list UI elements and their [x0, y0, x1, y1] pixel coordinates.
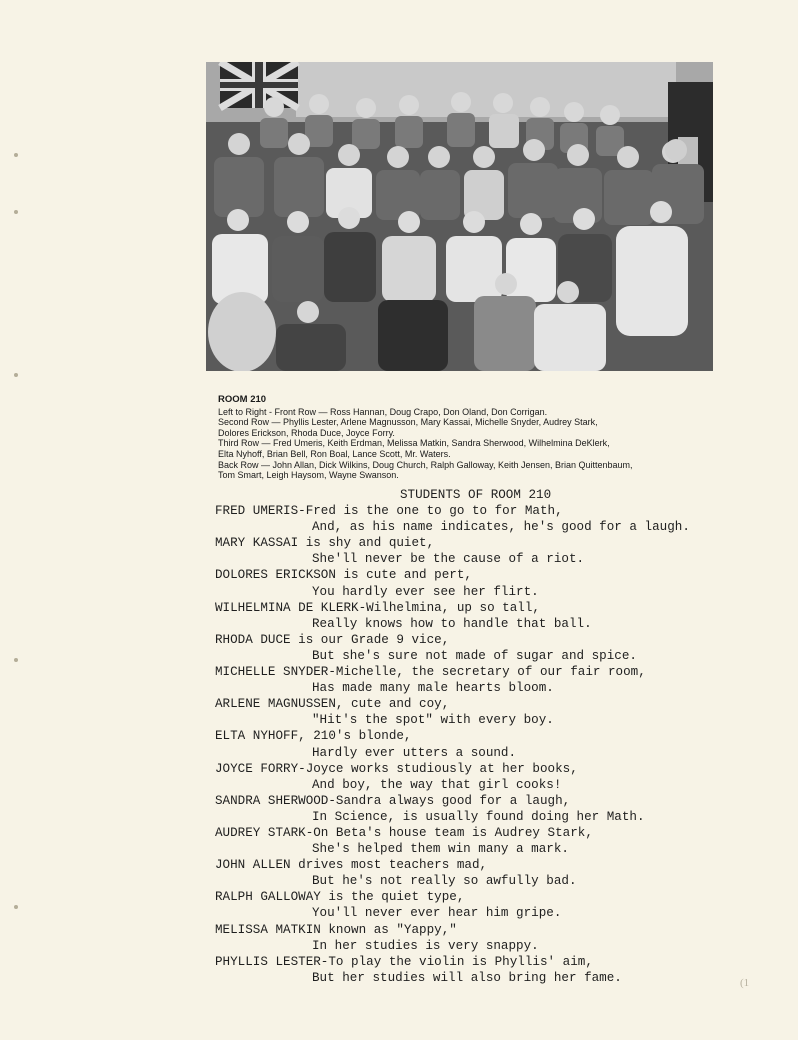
poem-line: And boy, the way that girl cooks! [312, 777, 562, 792]
poem-line: JOYCE FORRY-Joyce works studiously at her books, [215, 761, 578, 776]
class-photo-illustration [206, 62, 713, 371]
class-photo [206, 62, 713, 371]
poem-line: RHODA DUCE is our Grade 9 vice, [215, 632, 450, 647]
caption-line: Second Row — Phyllis Lester, Arlene Magnusson, Mary Kassai, Michelle Snyder, Audrey Stark, [218, 417, 598, 428]
poem-line: DOLORES ERICKSON is cute and pert, [215, 568, 472, 583]
poem-line: Really knows how to handle that ball. [312, 616, 592, 631]
poem-line: WILHELMINA DE KLERK-Wilhelmina, up so tall, [215, 600, 540, 615]
poem-line: You hardly ever see her flirt. [312, 584, 539, 599]
binder-hole [14, 905, 18, 909]
poem-line: MELISSA MATKIN known as "Yappy," [215, 922, 457, 937]
photo-caption [218, 395, 718, 481]
caption-title: ROOM 210 [218, 394, 267, 405]
binder-hole [14, 373, 18, 377]
poem-line: Hardly ever utters a sound. [312, 745, 517, 760]
poem [215, 487, 735, 986]
poem-line: In her studies is very snappy. [312, 938, 539, 953]
poem-line: In Science, is usually found doing her Math. [312, 809, 645, 824]
poem-line: She's helped them win many a mark. [312, 842, 569, 857]
caption-line: Left to Right - Front Row — Ross Hannan, Doug Crapo, Don Oland, Don Corrigan. [218, 406, 548, 417]
caption-line: Back Row — John Allan, Dick Wilkins, Doug Church, Ralph Galloway, Keith Jensen, Brian Quittenbaum, [218, 459, 633, 470]
caption-line: Tom Smart, Leigh Haysom, Wayne Swanson. [218, 470, 399, 481]
poem-line: RALPH GALLOWAY is the quiet type, [215, 890, 465, 905]
poem-line: Has made many male hearts bloom. [312, 681, 554, 696]
poem-heading: STUDENTS OF ROOM 210 [400, 488, 552, 502]
caption-line: Dolores Erickson, Rhoda Duce, Joyce Forry. [218, 427, 395, 438]
poem-line: ARLENE MAGNUSSEN, cute and coy, [215, 697, 450, 712]
poem-line: AUDREY STARK-On Beta's house team is Audrey Stark, [215, 825, 593, 840]
corner-mark: (1 [740, 977, 750, 989]
poem-line: But he's not really so awfully bad. [312, 874, 577, 889]
caption-line: Elta Nyhoff, Brian Bell, Ron Boal, Lance Scott, Mr. Waters. [218, 448, 451, 459]
poem-line: JOHN ALLEN drives most teachers mad, [215, 858, 488, 873]
poem-line: But she's sure not made of sugar and spice. [312, 648, 637, 663]
poem-line: FRED UMERIS-Fred is the one to go to for Math, [215, 504, 563, 519]
poem-line: "Hit's the spot" with every boy. [312, 713, 554, 728]
poem-line: MICHELLE SNYDER-Michelle, the secretary of our fair room, [215, 665, 646, 680]
poem-line: SANDRA SHERWOOD-Sandra always good for a laugh, [215, 793, 571, 808]
poem-line: And, as his name indicates, he's good for a laugh. [312, 520, 690, 535]
caption-line: Third Row — Fred Umeris, Keith Erdman, Melissa Matkin, Sandra Sherwood, Wilhelmina DeKlerk, [218, 438, 610, 449]
binder-hole [14, 658, 18, 662]
poem-line: PHYLLIS LESTER-To play the violin is Phyllis' aim, [215, 954, 593, 969]
binder-hole [14, 210, 18, 214]
flag [220, 62, 298, 108]
poem-line: She'll never be the cause of a riot. [312, 552, 585, 567]
poem-line: But her studies will also bring her fame. [312, 970, 622, 985]
poem-line: ELTA NYHOFF, 210's blonde, [215, 729, 412, 744]
poem-line: MARY KASSAI is shy and quiet, [215, 536, 435, 551]
binder-hole [14, 153, 18, 157]
poem-line: You'll never ever hear him gripe. [312, 906, 562, 921]
